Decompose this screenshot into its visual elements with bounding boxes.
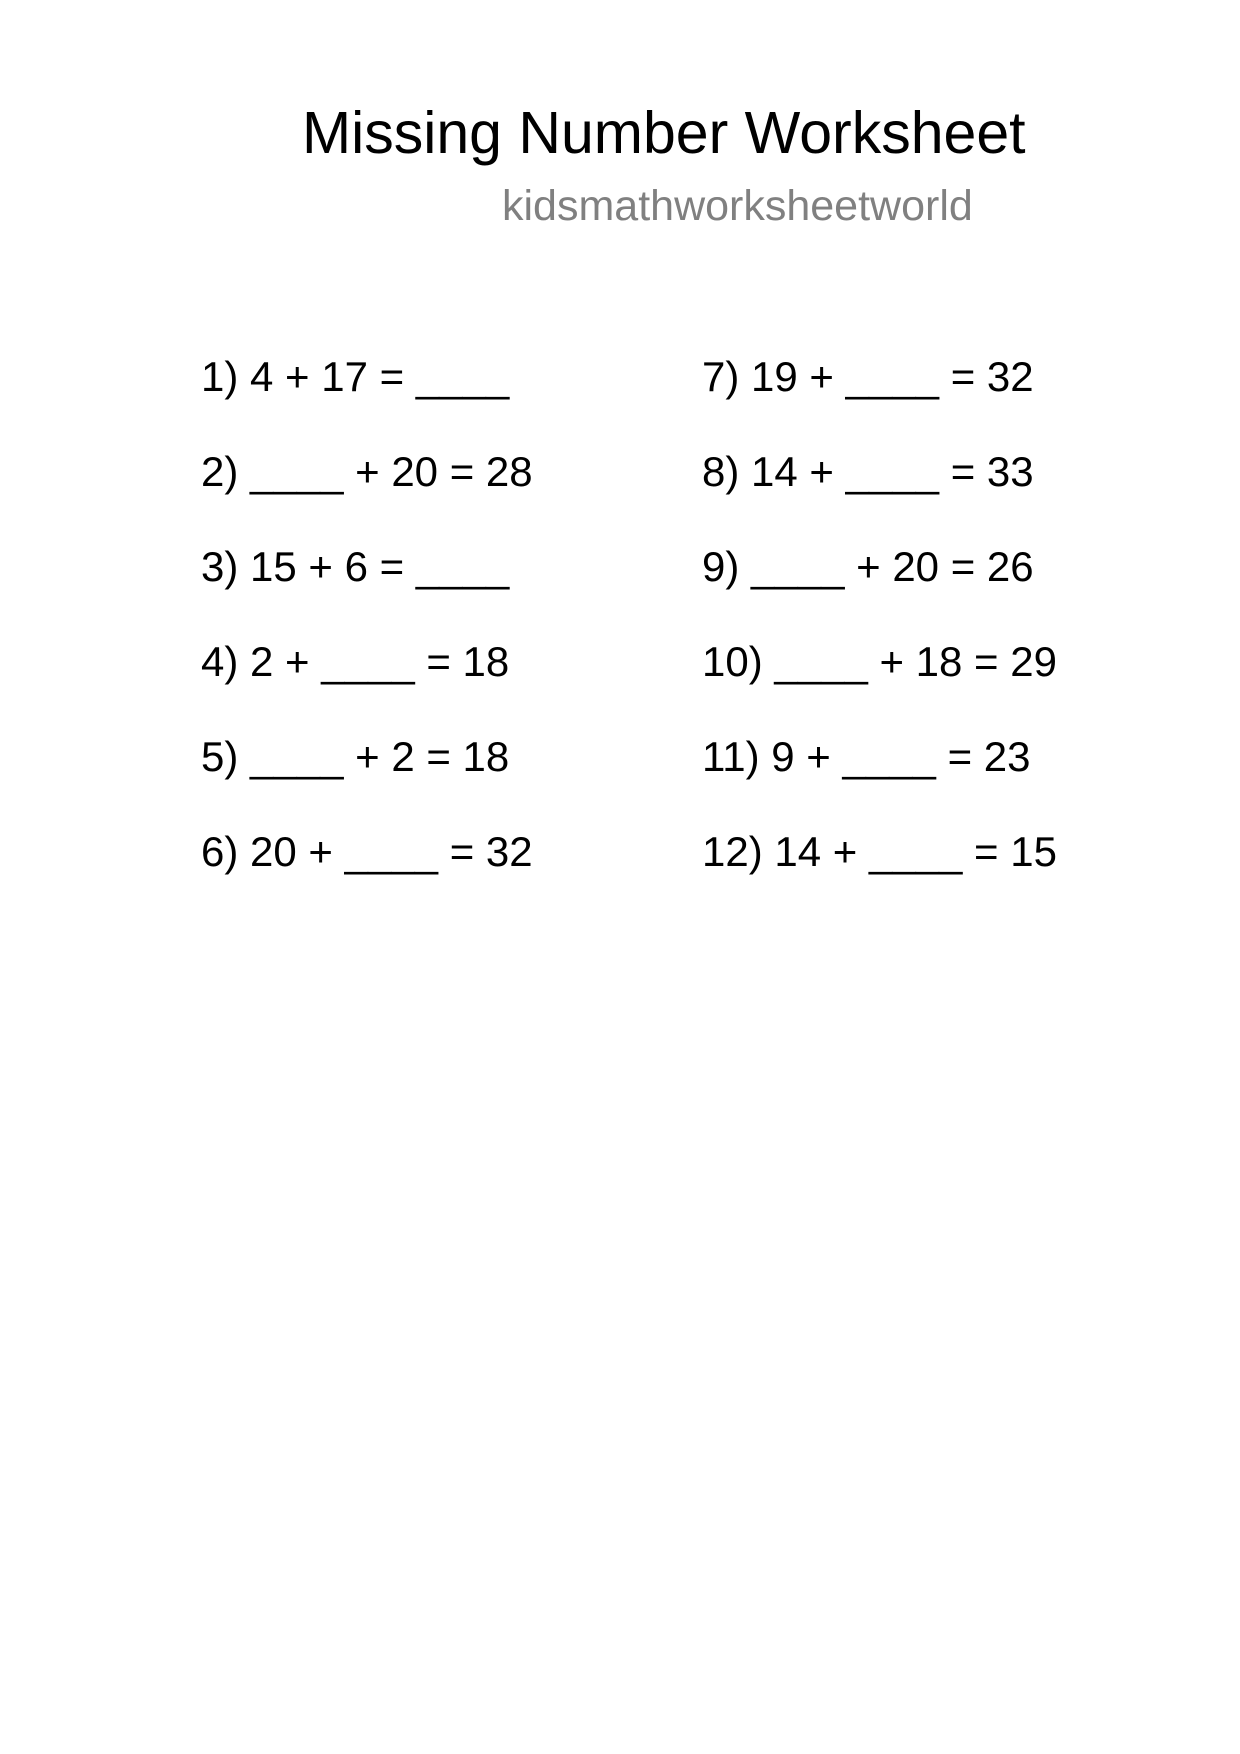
problem-9: 9) ____ + 20 = 26: [702, 543, 1034, 590]
problem-11: 11) 9 + ____ = 23: [702, 733, 1031, 780]
problem-12: 12) 14 + ____ = 15: [702, 828, 1057, 875]
problem-4: 4) 2 + ____ = 18: [201, 638, 510, 685]
page-title: Missing Number Worksheet: [302, 100, 1026, 166]
problem-1: 1) 4 + 17 = ____: [201, 353, 510, 400]
problem-10: 10) ____ + 18 = 29: [702, 638, 1057, 685]
problem-5: 5) ____ + 2 = 18: [201, 733, 510, 780]
problem-3: 3) 15 + 6 = ____: [201, 543, 510, 590]
problem-6: 6) 20 + ____ = 32: [201, 828, 533, 875]
problem-8: 8) 14 + ____ = 33: [702, 448, 1034, 495]
site-watermark: kidsmathworksheetworld: [502, 182, 973, 230]
problem-2: 2) ____ + 20 = 28: [201, 448, 533, 495]
problem-7: 7) 19 + ____ = 32: [702, 353, 1034, 400]
